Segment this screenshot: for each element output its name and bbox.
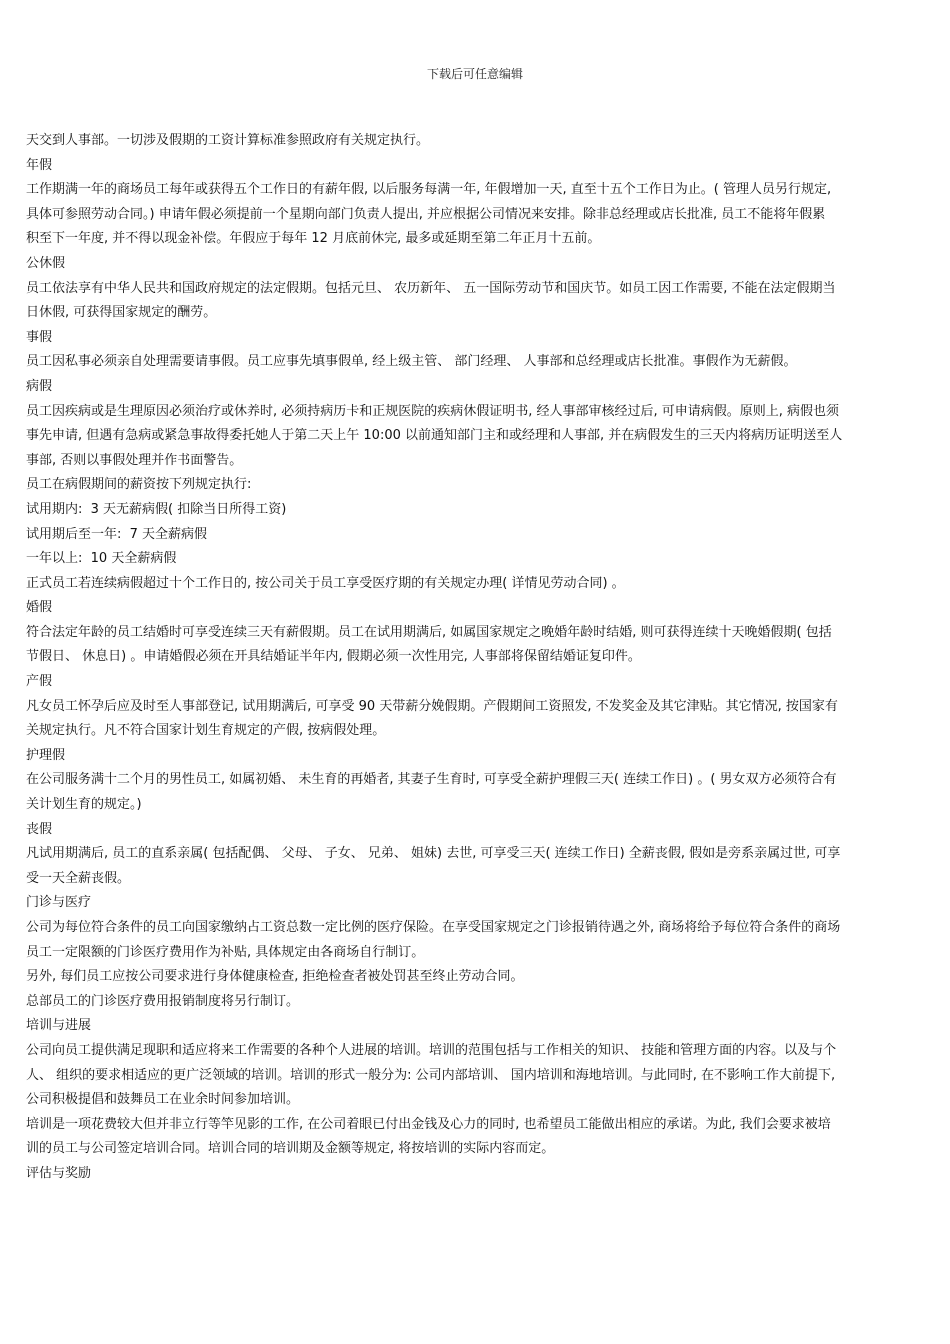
paragraph-line: 培训是一项花费较大但并非立行等竿见影的工作, 在公司着眼已付出金钱及心力的同时, 也希望员工能做出相应的承诺。为此, 我们会要求被培 [26,1116,831,1132]
section-heading: 婚假 [26,600,53,616]
paragraph-line: 员工因私事必须亲自处理需要请事假。员工应事先填事假单, 经上级主管、 部门经理、 人事部和总经理或店长批准。事假作为无薪假。 [26,354,797,370]
paragraph-line: 节假日、 休息日) 。申请婚假必须在开具结婚证半年内, 假期必须一次性用完, 人事部将保留结婚证复印件。 [26,649,641,665]
paragraph-line: 积至下一年度, 并不得以现金补偿。年假应于每年 12 月底前休完, 最多或延期至第二年正月十五前。 [26,231,601,247]
paragraph-line: 工作期满一年的商场员工每年或获得五个工作日的有薪年假, 以后服务每满一年, 年假增加一天, 直至十五个工作日为止。( 管理人员另行规定, [26,182,832,198]
section-heading: 评估与奖励 [26,1165,92,1181]
paragraph-line: 日休假, 可获得国家规定的酬劳。 [26,305,217,321]
paragraph-line: 关规定执行。凡不符合国家计划生育规定的产假, 按病假处理。 [26,723,386,739]
paragraph-line: 事部, 否则以事假处理并作书面警告。 [26,452,243,468]
paragraph-line: 事先申请, 但遇有急病或紧急事故得委托她人于第二天上午 10:00 以前通知部门主和或经理和人事部, 并在病假发生的三天内将病历证明送至人 [26,428,843,444]
paragraph-line: 正式员工若连续病假超过十个工作日的, 按公司关于员工享受医疗期的有关规定办理( 详情见劳动合同) 。 [26,575,625,591]
paragraph-line: 具体可参照劳动合同。) 申请年假必须提前一个星期向部门负责人提出, 并应根据公司情况来安排。除非总经理或店长批准, 员工不能将年假累 [26,206,826,222]
section-heading: 病假 [26,378,53,394]
paragraph-line: 另外, 每们员工应按公司要求进行身体健康检查, 拒绝检查者被处罚甚至终止劳动合同。 [26,969,524,985]
paragraph-line: 试用期后至一年: 7 天全薪病假 [26,526,208,542]
page-header: 下载后可任意编辑 [426,67,523,81]
section-heading: 丧假 [26,821,53,837]
paragraph-line: 员工因疾病或是生理原因必须治疗或休养时, 必须持病历卡和正规医院的疾病休假证明书, 经人事部审核经过后, 可申请病假。原则上, 病假也须 [26,403,840,419]
paragraph-line: 公司向员工提供满足现职和适应将来工作需要的各种个人进展的培训。培训的范围包括与工作相关的知识、 技能和管理方面的内容。以及与个 [26,1042,837,1058]
paragraph-line: 员工在病假期间的薪资按下列规定执行: [26,477,252,493]
paragraph-line: 凡女员工怀孕后应及时至人事部登记, 试用期满后, 可享受 90 天带薪分娩假期。产假期间工资照发, 不发奖金及其它津贴。其它情况, 按国家有 [26,698,838,714]
paragraph-line: 天交到人事部。一切涉及假期的工资计算标准参照政府有关规定执行。 [26,133,430,148]
paragraph-line: 公司积极提倡和鼓舞员工在业余时间参加培训。 [26,1092,300,1108]
section-heading: 门诊与医疗 [26,895,92,911]
paragraph-line: 总部员工的门诊医疗费用报销制度将另行制订。 [26,993,300,1009]
section-heading: 培训与进展 [26,1018,92,1034]
paragraph-line: 人、 组织的要求相适应的更广泛领域的培训。培训的形式一般分为: 公司内部培训、 国内培训和海地培训。与此同时, 在不影响工作大前提下, [26,1067,836,1083]
paragraph-line: 员工一定限额的门诊医疗费用作为补贴, 具体规定由各商场自行制订。 [26,944,425,960]
paragraph-line: 受一天全薪丧假。 [26,870,131,886]
paragraph-line: 员工依法享有中华人民共和国政府规定的法定假期。包括元旦、 农历新年、 五一国际劳动节和国庆节。如员工因工作需要, 不能在法定假期当 [26,280,836,296]
section-heading: 产假 [26,674,53,690]
paragraph-line: 符合法定年龄的员工结婚时可享受连续三天有薪假期。员工在试用期满后, 如属国家规定之晚婚年龄时结婚, 则可获得连续十天晚婚假期( 包括 [26,624,832,640]
paragraph-line: 试用期内: 3 天无薪病假( 扣除当日所得工资) [26,501,287,517]
section-heading: 护理假 [26,747,66,763]
paragraph-line: 凡试用期满后, 员工的直系亲属( 包括配偶、 父母、 子女、 兄弟、 姐妹) 去世, 可享受三天( 连续工作日) 全薪丧假, 假如是旁系亲属过世, 可享 [26,846,841,862]
document-body [26,129,924,1187]
paragraph-line: 关计划生育的规定。) [26,797,142,813]
paragraph-line: 训的员工与公司签定培训合同。培训合同的培训期及金额等规定, 将按培训的实际内容而定。 [26,1141,555,1157]
paragraph-line: 一年以上: 10 天全薪病假 [26,551,177,567]
section-heading: 事假 [26,329,53,345]
paragraph-line: 公司为每位符合条件的员工向国家缴纳占工资总数一定比例的医疗保险。在享受国家规定之门诊报销待遇之外, 商场将给予每位符合条件的商场 [26,920,841,935]
section-heading: 年假 [26,157,53,173]
paragraph-line: 在公司服务满十二个月的男性员工, 如属初婚、 未生育的再婚者, 其妻子生育时, 可享受全薪护理假三天( 连续工作日) 。( 男女双方必须符合有 [26,772,837,788]
section-heading: 公休假 [26,255,66,271]
